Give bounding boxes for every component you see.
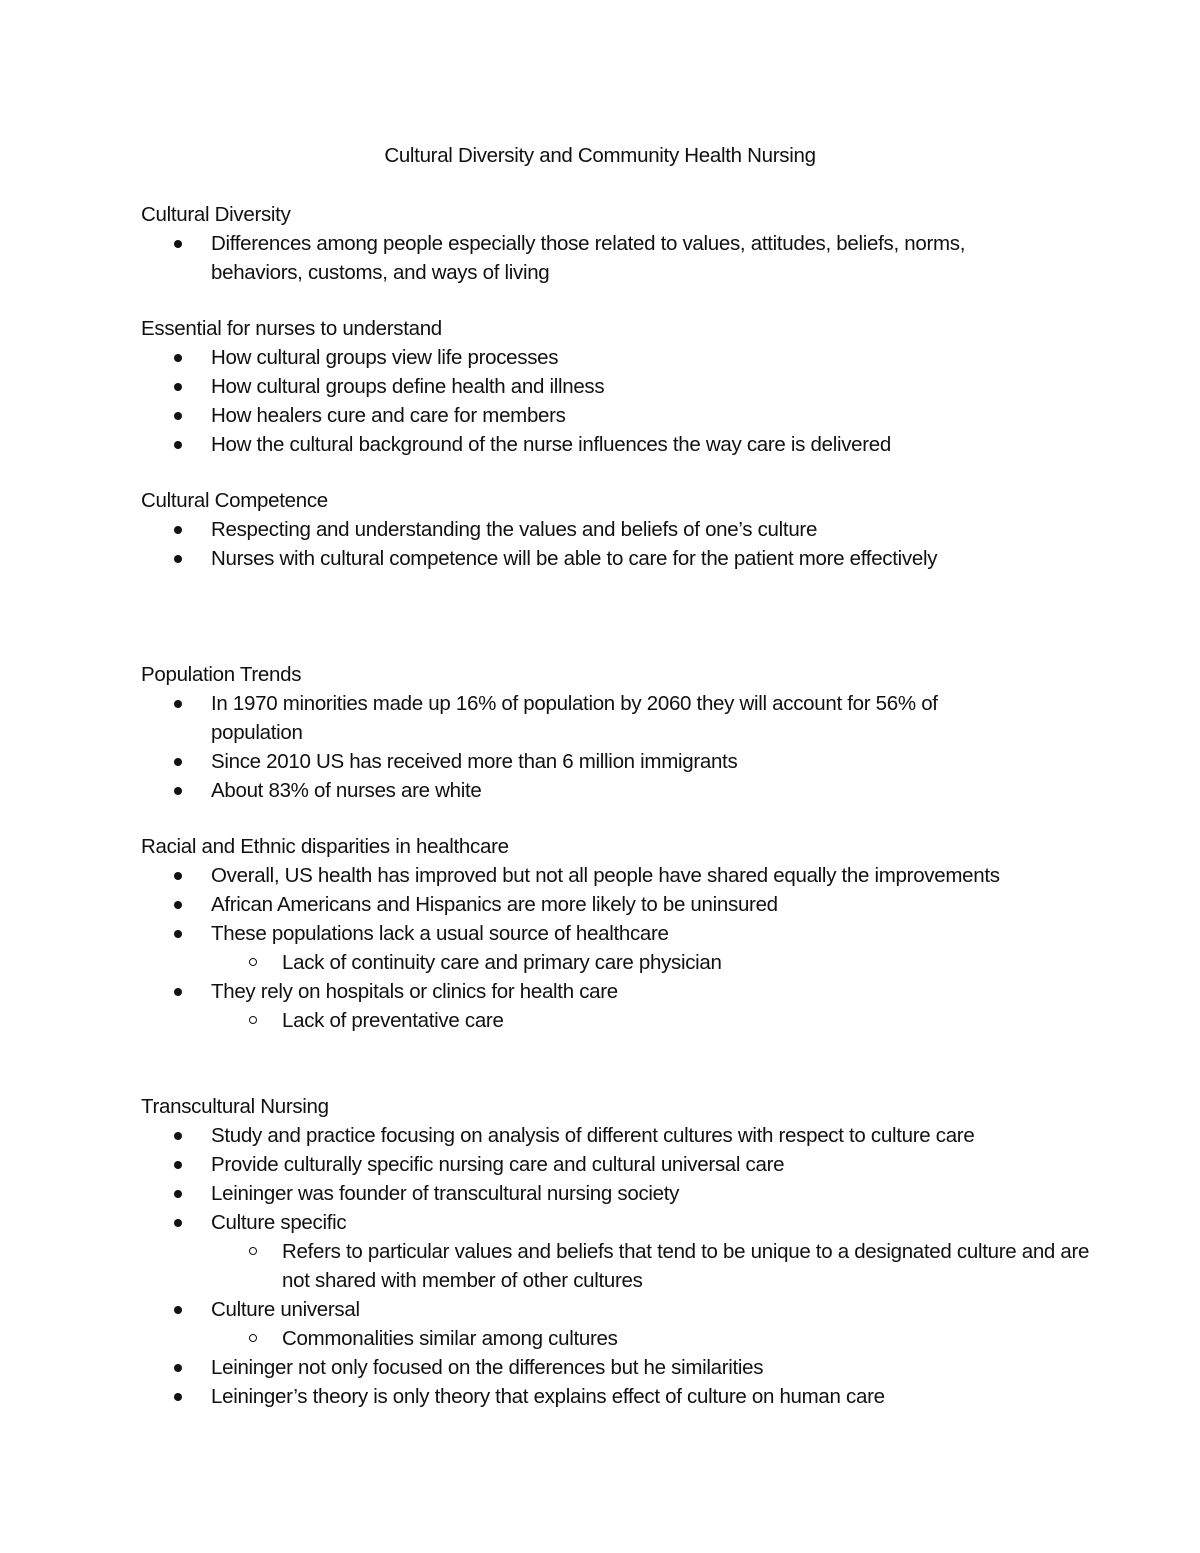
bullet-icon xyxy=(174,872,182,880)
list-item xyxy=(141,343,1091,372)
sub-list xyxy=(211,948,1091,977)
bullet-list xyxy=(141,343,1091,459)
list-item xyxy=(141,890,1091,919)
bullet-icon xyxy=(174,1132,182,1140)
sub-list-item xyxy=(211,1006,1091,1035)
circle-bullet-icon xyxy=(249,1334,257,1342)
list-item xyxy=(141,747,1021,776)
section xyxy=(141,1092,1091,1411)
sub-list xyxy=(211,1006,1091,1035)
sub-list xyxy=(211,1324,1091,1353)
list-item xyxy=(141,776,1021,805)
list-item-text: Culture specific xyxy=(211,1211,347,1234)
list-item-text: Leininger was founder of transcultural nursing society xyxy=(211,1182,680,1205)
bullet-icon xyxy=(174,441,182,449)
list-item xyxy=(141,1179,1091,1208)
section-heading: Transcultural Nursing xyxy=(141,1095,329,1118)
section xyxy=(141,832,1091,1035)
list-item-text: Leininger’s theory is only theory that explains effect of culture on human care xyxy=(211,1385,885,1408)
list-item-text: Overall, US health has improved but not all people have shared equally the improvements xyxy=(211,864,1000,887)
circle-bullet-icon xyxy=(249,1247,257,1255)
bullet-icon xyxy=(174,930,182,938)
sub-list-item-text: Refers to particular values and beliefs that tend to be unique to a designated culture and are not shared with member of other cultures xyxy=(282,1240,1090,1292)
bullet-icon xyxy=(174,383,182,391)
list-item-text: Provide culturally specific nursing care and cultural universal care xyxy=(211,1153,785,1176)
list-item-text: How healers cure and care for members xyxy=(211,404,566,427)
list-item xyxy=(141,1295,1091,1353)
bullet-icon xyxy=(174,240,182,248)
list-item-text: Culture universal xyxy=(211,1298,360,1321)
list-item-text: African Americans and Hispanics are more likely to be uninsured xyxy=(211,893,778,916)
bullet-icon xyxy=(174,1393,182,1401)
bullet-icon xyxy=(174,1161,182,1169)
list-item-text: Leininger not only focused on the differences but he similarities xyxy=(211,1356,764,1379)
bullet-icon xyxy=(174,700,182,708)
list-item-text: Differences among people especially those related to values, attitudes, beliefs, norms, behaviors, customs, and ways of living xyxy=(211,232,966,284)
section xyxy=(141,314,1091,459)
sub-list xyxy=(211,1237,1091,1295)
section-heading: Essential for nurses to understand xyxy=(141,317,442,340)
page-title: Cultural Diversity and Community Health Nursing xyxy=(384,144,816,167)
list-item xyxy=(141,544,1091,573)
bullet-icon xyxy=(174,988,182,996)
list-item xyxy=(141,1208,1091,1295)
sub-list-item-text: Lack of continuity care and primary care physician xyxy=(282,951,722,974)
list-item xyxy=(141,689,1021,747)
bullet-list xyxy=(141,229,1041,287)
bullet-list xyxy=(141,689,1021,805)
bullet-icon xyxy=(174,555,182,563)
list-item-text: How cultural groups view life processes xyxy=(211,346,559,369)
section xyxy=(141,200,1041,287)
bullet-icon xyxy=(174,1306,182,1314)
bullet-icon xyxy=(174,1190,182,1198)
list-item-text: Respecting and understanding the values and beliefs of one’s culture xyxy=(211,518,818,541)
list-item xyxy=(141,430,1091,459)
circle-bullet-icon xyxy=(249,1016,257,1024)
bullet-icon xyxy=(174,1219,182,1227)
bullet-icon xyxy=(174,412,182,420)
list-item xyxy=(141,401,1091,430)
section xyxy=(141,660,1021,805)
sub-list-item xyxy=(211,948,1091,977)
bullet-list xyxy=(141,1121,1091,1411)
bullet-icon xyxy=(174,1364,182,1372)
section-heading: Racial and Ethnic disparities in healthcare xyxy=(141,835,509,858)
sub-list-item xyxy=(211,1237,1091,1295)
list-item xyxy=(141,977,1091,1035)
list-item-text: They rely on hospitals or clinics for health care xyxy=(211,980,618,1003)
list-item xyxy=(141,372,1091,401)
list-item-text: Study and practice focusing on analysis of different cultures with respect to culture care xyxy=(211,1124,975,1147)
circle-bullet-icon xyxy=(249,958,257,966)
sub-list-item-text: Commonalities similar among cultures xyxy=(282,1327,618,1350)
list-item-text: Nurses with cultural competence will be able to care for the patient more effectively xyxy=(211,547,938,570)
section-heading: Population Trends xyxy=(141,663,302,686)
list-item xyxy=(141,1121,1091,1150)
section-heading: Cultural Competence xyxy=(141,489,328,512)
sub-list-item-text: Lack of preventative care xyxy=(282,1009,504,1032)
section xyxy=(141,486,1091,573)
bullet-icon xyxy=(174,526,182,534)
sub-list-item xyxy=(211,1324,1091,1353)
list-item xyxy=(141,515,1091,544)
list-item xyxy=(141,1382,1091,1411)
list-item-text: These populations lack a usual source of healthcare xyxy=(211,922,669,945)
bullet-icon xyxy=(174,787,182,795)
list-item xyxy=(141,919,1091,977)
list-item-text: How cultural groups define health and illness xyxy=(211,375,605,398)
list-item-text: How the cultural background of the nurse influences the way care is delivered xyxy=(211,433,891,456)
bullet-list xyxy=(141,861,1091,1035)
list-item xyxy=(141,1353,1091,1382)
list-item-text: About 83% of nurses are white xyxy=(211,779,482,802)
list-item xyxy=(141,1150,1091,1179)
list-item-text: In 1970 minorities made up 16% of population by 2060 they will account for 56% of population xyxy=(211,692,938,744)
bullet-icon xyxy=(174,758,182,766)
section-heading: Cultural Diversity xyxy=(141,203,291,226)
list-item xyxy=(141,861,1091,890)
bullet-icon xyxy=(174,901,182,909)
bullet-icon xyxy=(174,354,182,362)
list-item-text: Since 2010 US has received more than 6 million immigrants xyxy=(211,750,738,773)
list-item xyxy=(141,229,1041,287)
bullet-list xyxy=(141,515,1091,573)
